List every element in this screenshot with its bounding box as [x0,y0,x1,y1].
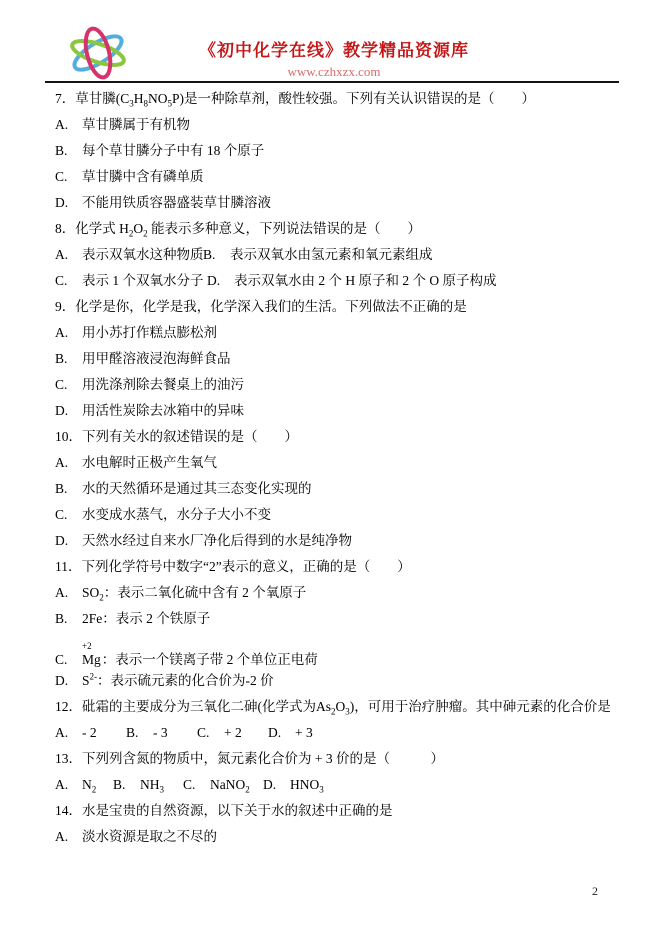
question-8-options-cd [55,268,641,294]
question-9-option-c: C. 用洗涤剂除去餐桌上的油污 [55,377,244,392]
question-8-option-b: B. 表示双氧水由氢元素和氧元素组成 [203,247,433,262]
site-logo [60,24,138,82]
question-7-option-c: C. 草甘膦中含有磷单质 [55,169,204,184]
question-13-option-c: C. NaNO$_2$ [183,777,250,795]
page-number: 2 [592,884,598,898]
question-14-option-a: A. 淡水资源是取之不尽的 [55,829,217,844]
question-7-option-b: B. 每个草甘膦分子中有 18 个原子 [55,143,265,158]
question-10-option-d: D. 天然水经过自来水厂净化后得到的水是纯净物 [55,533,352,548]
question-13-option-d: D. $HNO_3$ [263,777,324,795]
question-13-option-b: B. $NH_3$ [113,777,164,795]
mg-ion-charge-notation: +2 Mg [82,641,101,667]
question-11-option-c: C. +2 Mg ：表示一个镁离子带 2 个单位正电荷 [55,641,318,667]
site-title: 《初中化学在线》教学精品资源库 [199,41,469,60]
question-9-option-b: B. 用甲醛溶液浸泡海鲜食品 [55,351,231,366]
question-10-stem: 10．下列有关水的叙述错误的是（ ） [55,429,298,444]
question-12-option-d: D. + 3 [268,725,313,740]
question-7-option-a: A. 草甘膦属于有机物 [55,117,190,132]
question-12-stem: 12．砒霜的主要成分为三氧化二砷(化学式为$As_2O_3$)，可用于治疗肿瘤。其中砷元素的化合价是 [55,699,611,717]
question-10-option-a: A. 水电解时正极产生氧气 [55,455,217,470]
question-7-stem: 7．草甘膦$(C_3H_8NO_5P)$是一种除草剂，酸性较强。下列有关认识错误的是（ ） [55,91,536,109]
question-8-option-a: A. 表示双氧水这种物质 [55,247,204,262]
question-8-stem: 8．化学式 $H_2O_2$ 能表示多种意义，下列说法错误的是（ ） [55,221,421,239]
question-12-option-c: C. + 2 [197,725,242,740]
question-13-stem: 13．下列列含氮的物质中，氮元素化合价为 + 3 价的是（ ） [55,751,444,766]
question-7-option-d: D. 不能用铁质容器盛装草甘膦溶液 [55,195,271,210]
site-header [188,36,480,80]
question-8-option-d: D. 表示双氧水由 2 个 H 原子和 2 个 O 原子构成 [207,273,497,288]
exam-body [55,86,641,850]
question-11-stem: 11．下列化学符号中数字“2”表示的意义，正确的是（ ） [55,559,411,574]
question-8-options-ab [55,242,641,268]
question-12-option-a: A. - 2 [55,725,97,740]
site-url: www.czhxzx.com [287,64,381,79]
question-12-options [55,720,641,746]
question-11-option-d: D. $S^{2-}$：表示硫元素的化合价为-2 价 [55,671,274,688]
question-9-option-a: A. 用小苏打作糕点膨松剂 [55,325,217,340]
question-14-stem: 14．水是宝贵的自然资源，以下关于水的叙述中正确的是 [55,803,393,818]
question-13-options [55,772,641,798]
question-12-option-b: B. - 3 [126,725,168,740]
question-11-option-b: B. 2Fe：表示 2 个铁原子 [55,611,211,626]
question-11-option-a: A. $SO_2$：表示二氧化硫中含有 2 个氧原子 [55,585,307,603]
atom-molecule-logo-icon [60,24,138,82]
question-10-option-b: B. 水的天然循环是通过其三态变化实现的 [55,481,312,496]
question-9-stem: 9．化学是你，化学是我，化学深入我们的生活。下列做法不正确的是 [55,299,467,314]
question-9-option-d: D. 用活性炭除去冰箱中的异味 [55,403,244,418]
question-10-option-c: C. 水变成水蒸气，水分子大小不变 [55,507,271,522]
header-divider [45,81,619,83]
question-13-option-a: A. $N_2$ [55,777,97,795]
question-8-option-c: C. 表示 1 个双氧水分子 [55,273,204,288]
